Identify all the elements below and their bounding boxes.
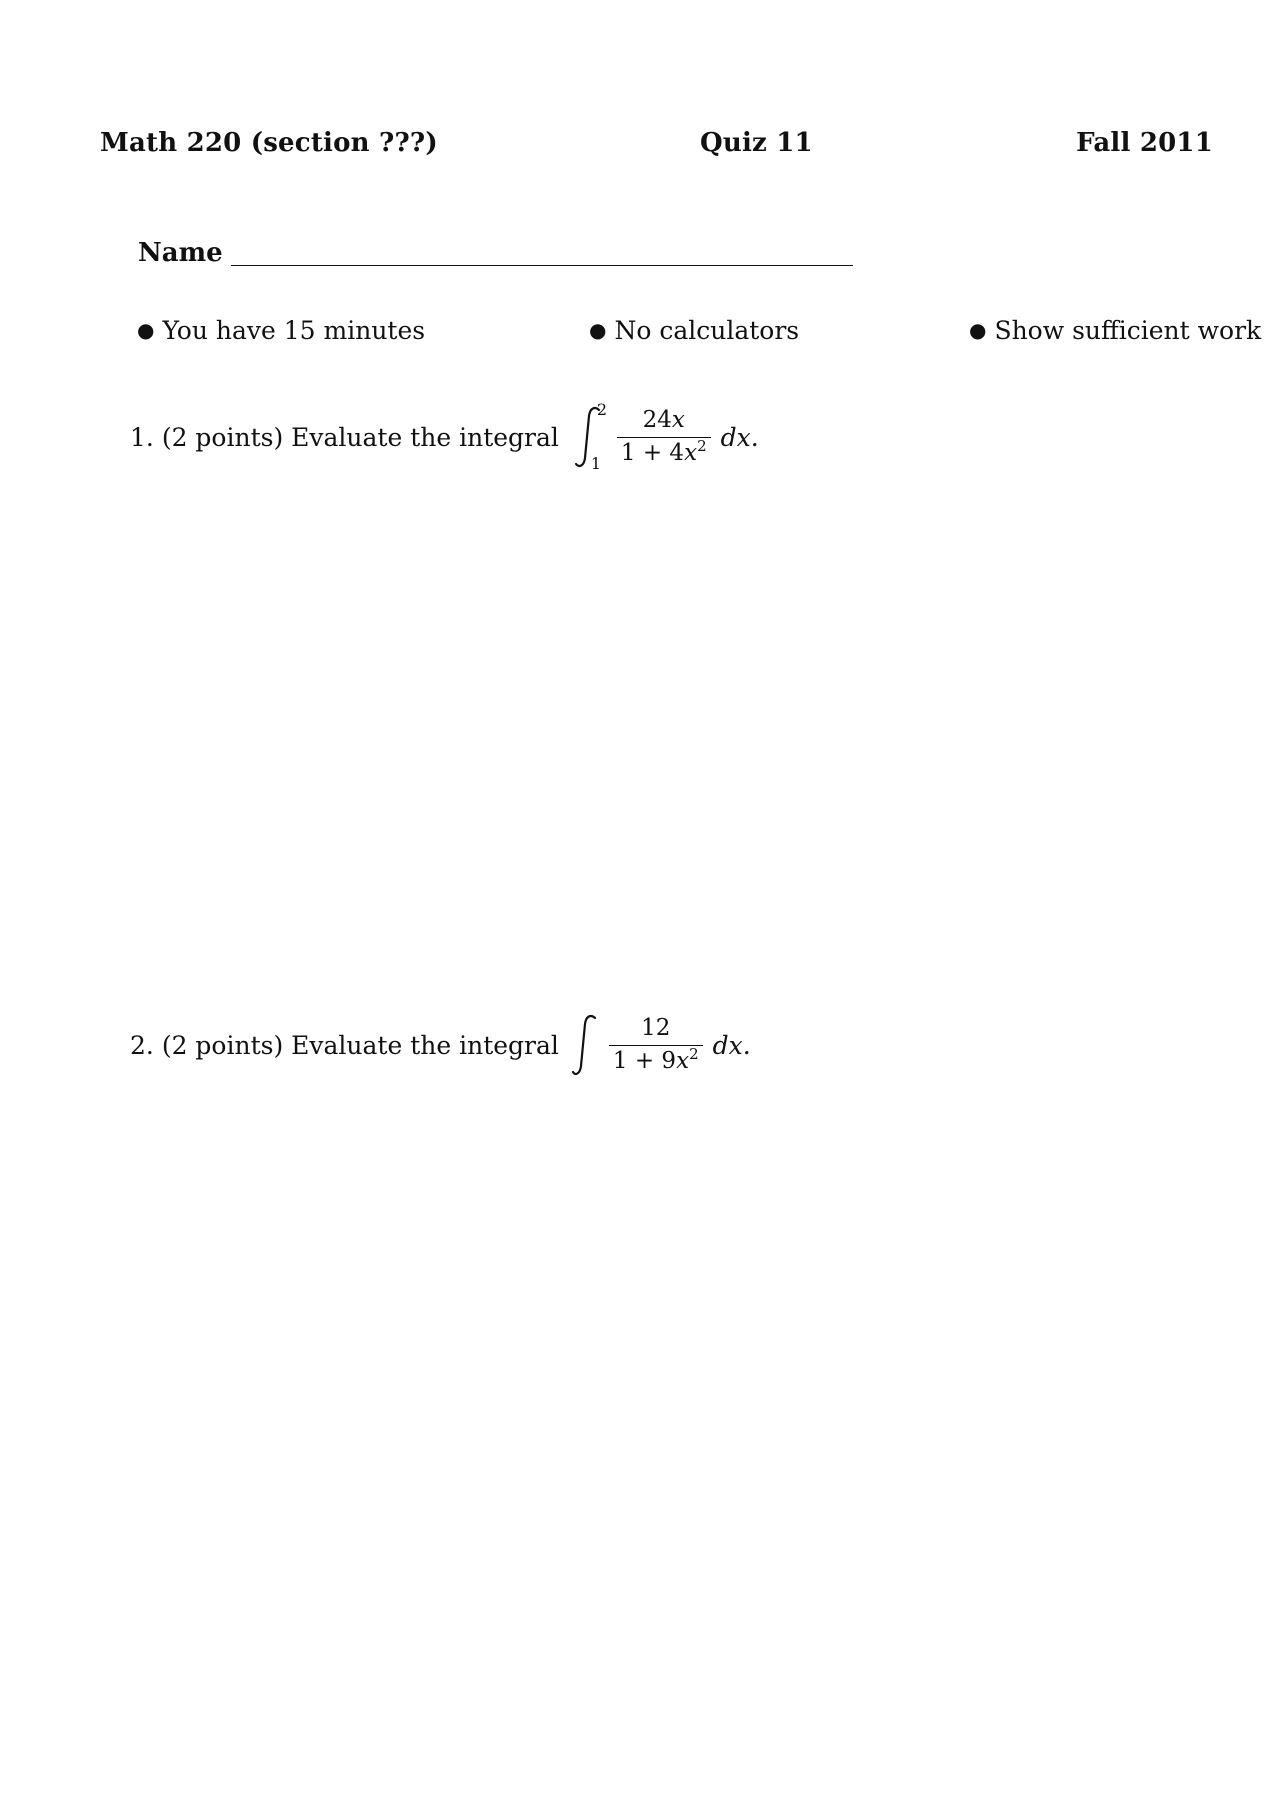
- name-label: Name: [138, 238, 223, 268]
- course-title: Math 220 (section ???): [100, 128, 438, 158]
- quiz-title: Quiz 11: [700, 128, 813, 158]
- definite-integral-sign: [571, 400, 608, 473]
- problem-text: (2 points) Evaluate the integral: [161, 422, 559, 452]
- denominator: $1 + 9x^2$: [609, 1045, 703, 1074]
- upper-limit: 2: [596, 400, 608, 419]
- name-input-line[interactable]: [231, 241, 853, 266]
- differential: dx.: [712, 1030, 751, 1060]
- bullet-icon: ●: [137, 318, 155, 342]
- differential: dx.: [720, 422, 759, 452]
- problem-1: [130, 400, 759, 473]
- numerator: 12: [641, 1015, 671, 1042]
- integral-icon: [571, 1012, 599, 1078]
- problem-number: 2.: [130, 1030, 154, 1060]
- denominator: $1 + 4x^2$: [617, 437, 711, 466]
- integrand-fraction: [609, 1016, 703, 1074]
- problem-text: (2 points) Evaluate the integral: [161, 1030, 559, 1060]
- bullet-icon: ●: [589, 318, 607, 342]
- bullet-icon: ●: [969, 318, 987, 342]
- integrand-fraction: [617, 408, 711, 466]
- lower-limit: 1: [590, 454, 602, 473]
- term-label: Fall 2011: [1076, 128, 1213, 158]
- name-field: [138, 240, 853, 266]
- problem-2: [130, 1012, 751, 1078]
- rule-time-limit: ● You have 15 minutes: [137, 316, 426, 345]
- problem-number: 1.: [130, 422, 154, 452]
- numerator: 24x: [642, 407, 685, 434]
- rule-show-work: ● Show sufficient work: [969, 316, 1262, 345]
- indefinite-integral-sign: [571, 1012, 599, 1078]
- rule-no-calculators: ● No calculators: [589, 316, 800, 345]
